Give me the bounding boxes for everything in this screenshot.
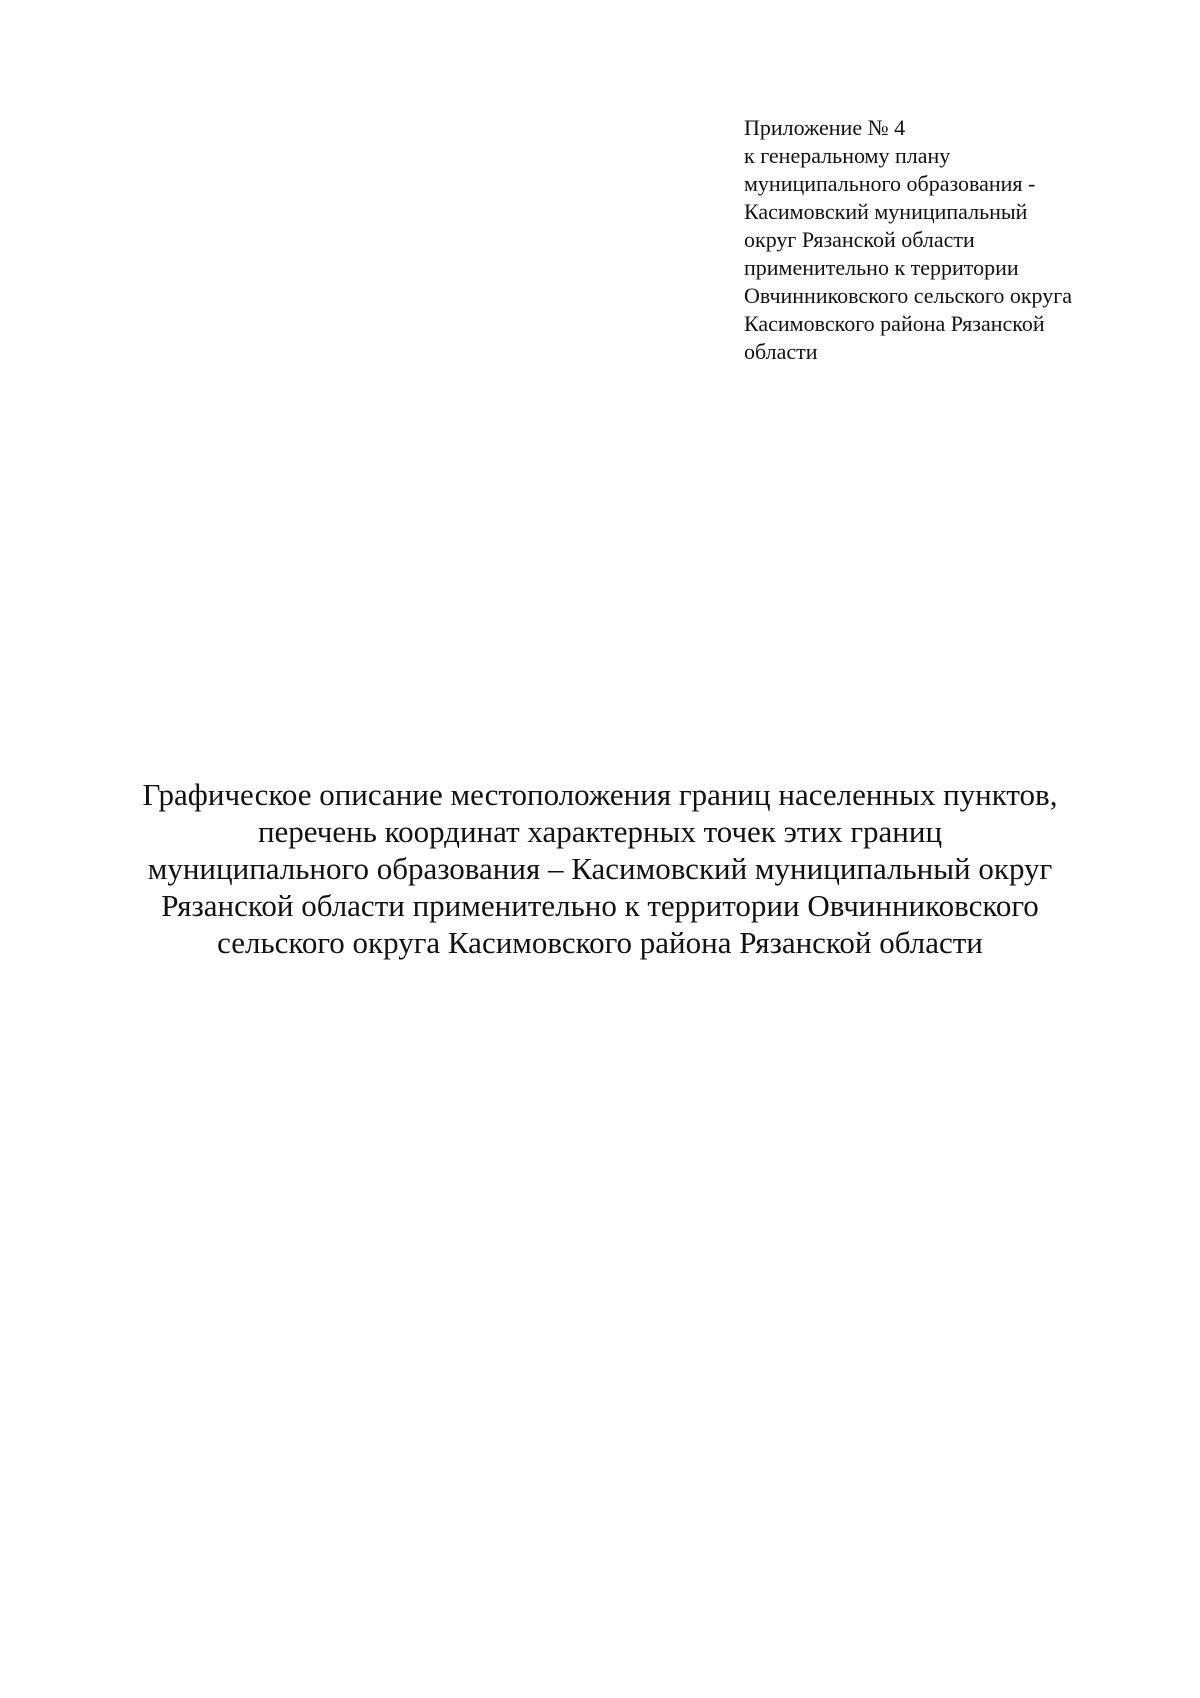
appendix-line: применительно к территории <box>744 255 1019 280</box>
appendix-line: округ Рязанской области <box>744 227 975 252</box>
appendix-line: области <box>744 339 818 364</box>
title-line: Рязанской области применительно к территории Овчинниковского <box>161 888 1039 923</box>
title-line: перечень координат характерных точек этих границ <box>257 814 943 849</box>
appendix-line: Приложение № 4 <box>744 115 906 140</box>
appendix-line: Касимовского района Рязанской <box>744 311 1045 336</box>
appendix-note <box>744 114 1164 366</box>
title-line: муниципального образования – Касимовский муниципальный округ <box>147 851 1053 886</box>
title-line: сельского округа Касимовского района Рязанской области <box>217 925 983 960</box>
appendix-line: Овчинниковского сельского округа <box>744 283 1073 308</box>
appendix-line: муниципального образования - <box>744 171 1036 196</box>
appendix-line: к генеральному плану <box>744 143 951 168</box>
appendix-line: Касимовский муниципальный <box>744 199 1028 224</box>
document-title <box>100 776 1100 961</box>
title-line: Графическое описание местоположения границ населенных пунктов, <box>142 777 1058 812</box>
